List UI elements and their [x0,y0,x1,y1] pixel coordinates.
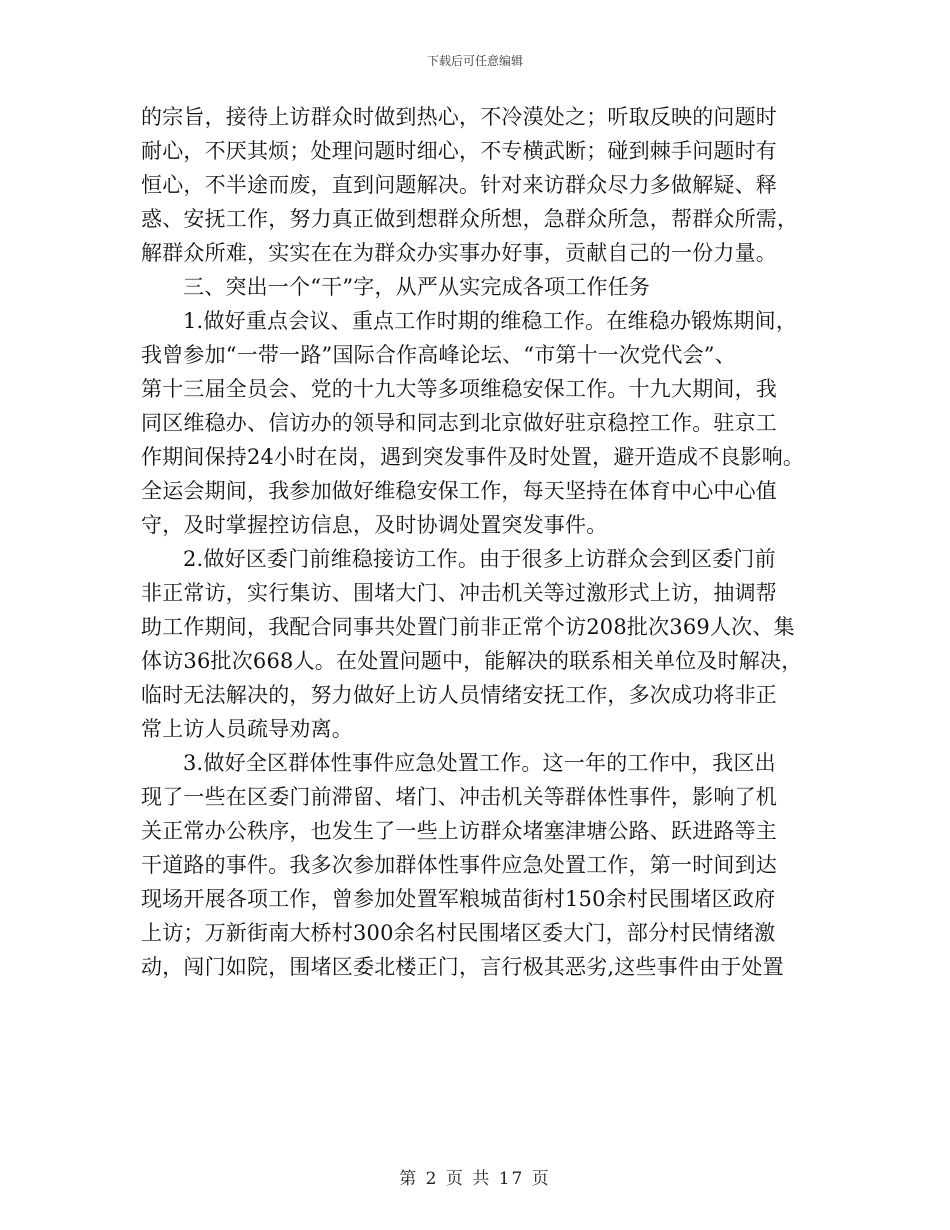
text-line: 我曾参加“一带一路”国际合作高峰论坛、“市第十一次党代会”、 [141,343,736,367]
page-footer: 第 2 页 共 17 页 [399,1169,551,1189]
text-line: 恒心，不半途而废，直到问题解决。针对来访群众尽力多做解疑、释 [141,173,777,197]
text-line: 第十三届全员会、党的十九大等多项维稳安保工作。十九大期间，我 [141,377,777,401]
text-line: 的宗旨，接待上访群众时做到热心，不冷漠处之；听取反映的问题时 [141,105,777,129]
text-line: 守，及时掌握控访信息，及时协调处置突发事件。 [141,513,608,537]
text-line: 现了一些在区委门前滞留、堵门、冲击机关等群体性事件，影响了机 [141,785,777,809]
text-line: 关正常办公秩序，也发生了一些上访群众堵塞津塘公路、跃进路等主 [141,819,777,843]
text-line: 非正常访，实行集访、围堵大门、冲击机关等过激形式上访，抽调帮 [141,581,777,605]
text-line: 常上访人员疏导劝离。 [141,717,353,741]
text-line: 全运会期间，我参加做好维稳安保工作，每天坚持在体育中心中心值 [141,479,777,503]
text-line: 上访；万新街南大桥村300余名村民围堵区委大门，部分村民情绪激 [141,921,776,945]
text-line: 3.做好全区群体性事件应急处置工作。这一年的工作中，我区出 [183,751,776,775]
text-line: 2.做好区委门前维稳接访工作。由于很多上访群众会到区委门前 [183,547,776,571]
text-line: 解群众所难，实实在在为群众办实事办好事，贡献自己的一份力量。 [141,241,777,265]
text-line: 同区维稳办、信访办的领导和同志到北京做好驻京稳控工作。驻京工 [141,411,777,435]
document-body [141,100,811,984]
text-line: 1.做好重点会议、重点工作时期的维稳工作。在维稳办锻炼期间， [183,309,798,333]
text-line: 临时无法解决的，努力做好上访人员情绪安抚工作，多次成功将非正 [141,683,777,707]
text-line: 动，闯门如院，围堵区委北楼正门，言行极其恶劣,这些事件由于处置 [141,955,784,979]
text-line: 干道路的事件。我多次参加群体性事件应急处置工作，第一时间到达 [141,853,777,877]
text-line: 助工作期间，我配合同事共处置门前非正常个访208批次369人次、集 [141,615,795,639]
text-line: 现场开展各项工作，曾参加处置军粮城苗街村150余村民围堵区政府 [141,887,776,911]
section-heading: 三、突出一个“干”字，从严从实完成各项工作任务 [183,275,651,299]
text-line: 体访36批次668人。在处置问题中，能解决的联系相关单位及时解决， [141,649,803,673]
page-header: 下载后可任意编辑 [426,54,523,68]
text-line: 作期间保持24小时在岗，遇到突发事件及时处置，避开造成不良影响。 [141,445,805,469]
text-line: 惑、安抚工作，努力真正做到想群众所想，急群众所急，帮群众所需， [141,207,799,231]
text-line: 耐心，不厌其烦；处理问题时细心，不专横武断；碰到棘手问题时有 [141,139,777,163]
